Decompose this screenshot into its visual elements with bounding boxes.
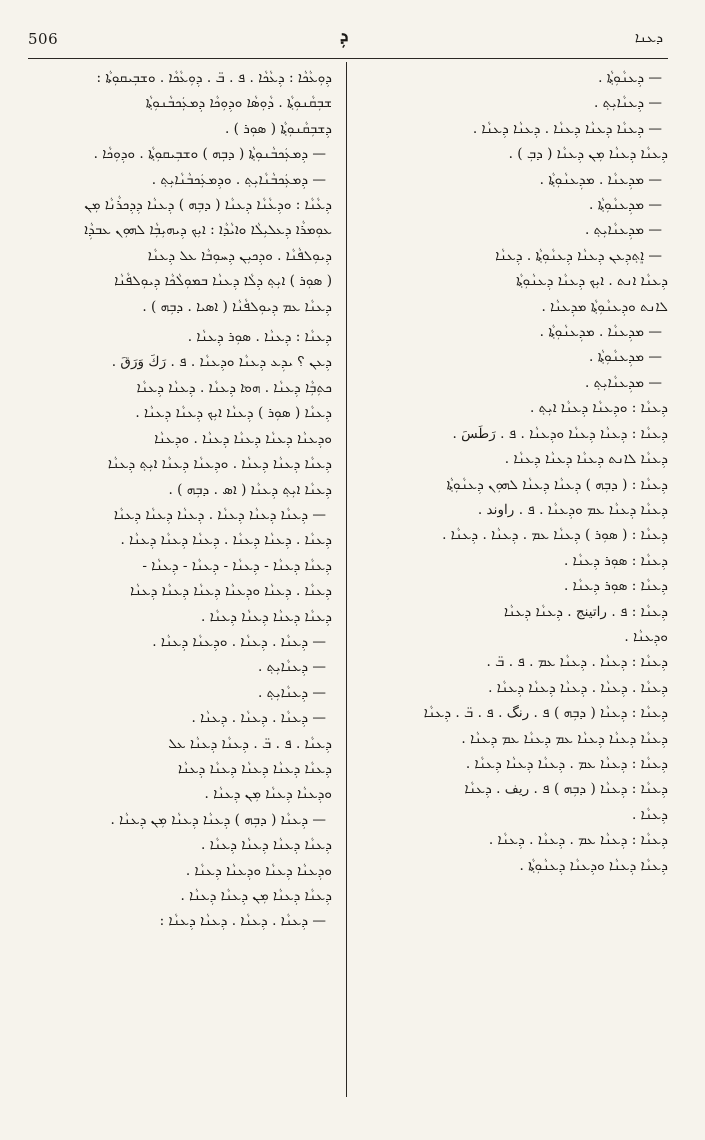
entry-line: ܕܼܫܒܼܩܵܢܘܼܬ݂ܵܐ ( ܣܘܼܪ ) . bbox=[224, 120, 332, 137]
entry-line: ܕܼܥܢܵܐ . ܦ . ܒ̈ . ܕܼܥܢܵܐ ܕܼܥܢܵܐ ܥܠ bbox=[168, 735, 332, 752]
entry-line: ܕܼܥܢܵܐ : ܕܼܥܢܵܐ ܥܡ . ܕܼܥܢܵܐ ܕܼܥܢܵܐ ܕܼܥܢܵܐ . bbox=[465, 755, 668, 772]
entry-line: ܕܼܥܢܵܐ : ܕܼܥܢܵܐ ( ܕܒܼܗ ) ܦ . ريف . ܕܼܥܢܵܐ bbox=[464, 781, 668, 798]
entry-line: ܕܼܥܢܵܐ : ( ܕܒܼܗ ) ܕܼܥܢܵܐ ܕܼܥܢܵܐ ܠܗܘܼܢ ܕܼܥܢܵܘܼܬ݂ܵܐ bbox=[446, 476, 668, 493]
entry-line: ܕܼܥܵܢܵܐ : ܘܕܼܥܵܢܵܐ ܕܼܥܢܵܐ ( ܕܒܼܗ ) ܕܼܥܢܵܐ ܕܼܕܼܟܪܵܢܵܐ ܡܼܢ bbox=[84, 197, 332, 214]
entry-line: ܕܼܥܢܵܐ : ܕܼܥܢܵܐ ( ܕܒܼܗ ) ܦ . رنگ . ܦ . ܒ̈ . ܕܼܥܢܵܐ bbox=[423, 705, 668, 722]
column-divider bbox=[346, 62, 347, 1097]
entry-line: ܕܼܥܢܵܐ : ܕܼܥܢܵܐ . ܕܼܥܢܵܐ ܥܡ . ܦ . ܒ̈ . bbox=[486, 654, 668, 671]
entry-line: ܕܼܥܢܵܐ : ( ܣܘܼܪ ) ܕܼܥܢܵܐ ܥܡ . ܕܼܥܢܵܐ . ܕܼܥܢܵܐ . bbox=[442, 527, 668, 544]
entry-line: ܘܕܼܥܢܵܐ ܕܼܥܢܵܐ ܕܼܥܢܵܐ ܕܼܥܢܵܐ . ܘܕܼܥܢܵܐ bbox=[154, 430, 332, 447]
entry-line: ܕܼܥܢܵܐ ܕܼܥܢܵܐ ܡܼܢ ܕܼܥܢܵܐ ܕܼܥܢܵܐ . bbox=[180, 888, 332, 904]
sub-entry-line: — ܡܕܼܥܢܵܐܝܼܬ݂ . bbox=[584, 222, 662, 239]
sub-entry-line: — ܡܕܼܥܢܵܘܼܬ݂ܵܐ . bbox=[589, 197, 662, 214]
page-number: 506 bbox=[28, 30, 59, 48]
entry-line: ܘܕܼܥܢܵܐ ܕܼܥܢܵܐ ܡܼܢ ܕܼܥܢܵܐ . bbox=[204, 786, 332, 803]
sub-entry-line: — ܕܼܥܢܵܐ ܕܼܥܢܵܐ ܕܼܥܢܵܐ . ܕܼܥܢܵܐ ܕܼܥܢܵܐ . bbox=[472, 120, 662, 137]
header-letter: ܕܼ bbox=[340, 26, 349, 46]
entry-line: ܕܼܥܢܵܐ ܥܡ ܕܼܝܘܼܠܦܵܢܵܐ ( ܐܣܝܐ . ܕܒܼܗ ) . bbox=[142, 298, 332, 315]
sub-entry-line: — ܡܕܼܥܢܵܐܝܼܬ݂ . bbox=[584, 374, 662, 391]
entry-line: ܘܕܼܥܢܵܐ ܕܼܥܢܵܐ ܘܕܼܥܢܵܐ ܕܼܥܢܵܐ . bbox=[185, 862, 332, 879]
entry-line: ܕܼܥܢܵܐ . ܕܼܥܢܵܐ ܕܼܥܢܵܐ . ܕܼܥܢܵܐ ܕܼܥܢܵܐ ܕܼܥܢܵܐ . bbox=[120, 532, 332, 549]
entry-line: ܕܼܥܢܵܐ ܕܼܥܢܵܐ ܥܡ ܘܕܼܥܢܵܐ . ܦ . راوند . bbox=[477, 501, 668, 518]
sub-entry-line: — ܕܼܥܢܵܐ ܕܼܥܢܵܐ ܕܼܥܢܵܐ . ܕܼܥܢܵܐ ܕܼܥܢܵܐ ܕܼܥܢܵܐ bbox=[113, 506, 326, 523]
entry-line: ܫܒܼܩܵܢܘܼܬ݂ܵܐ . ܕܵܘܼܣܵܐ ܘܕܼܘܼܟܵܐ ܕܼܡܥܲܟܒܵܢܘܼܬ݂ܵܐ bbox=[145, 95, 332, 112]
entry-line: ܕܼܥܢܵܐ ܕܼܥܢܵܐ ܘܕܼܥܢܵܐ ܕܼܥܢܵܘܼܬ݂ܵܐ . bbox=[519, 857, 668, 874]
entry-line: ܕܼܥܢܵܐ ܕܼܥܢܵܐ ܕܼܥܢܵܐ ܥܡ ܕܼܥܢܵܐ ܥܡ ܕܼܥܢܵܐ . bbox=[461, 730, 668, 747]
entry-line: ܕܼܥܢܵܐ ( ܣܘܼܪ ) ܕܼܥܢܵܐ ܐܝܼܟ ܕܼܥܢܵܐ ܕܼܥܢܵܐ . bbox=[135, 405, 332, 422]
entry-line: ܕܼܥܢܵܐ ܐܝܼܬ݂ ܕܼܥܢܵܐ ( ܐܣ . ܕܒܼܗ ) . bbox=[168, 481, 332, 498]
entry-line: ܕܼܥܢܵܐ ܕܼܥܢܵܐ ܕܼܥܢܵܐ ܕܼܥܢܵܐ . bbox=[201, 608, 332, 625]
running-head: ܕܥܢܐ bbox=[634, 30, 663, 46]
sub-entry-line: — ܕܼܥܢܵܐ . ܕܼܥܢܵܐ . ܘܕܼܥܢܵܐ ܕܼܥܢܵܐ . bbox=[152, 633, 326, 650]
sub-entry-line: — ܡܕܼܥܢܵܘܼܬ݂ܵܐ . bbox=[589, 349, 662, 366]
sub-entry-line: — ܕܼܥܢܵܐܝܼܬ݂ . bbox=[258, 659, 326, 676]
entry-line: ܕܼܥܢܵܐ : ܦ . راتینج . ܕܼܥܢܵܐ ܕܼܥܢܵܐ bbox=[503, 603, 668, 620]
entry-line: ܕܼܥܢ ؟ ܝܕܼܥ ܕܼܥܢܵܐ ܘܕܼܥܢܵܐ . ܦ . رَكَ وَرَقَ . bbox=[111, 354, 332, 371]
entry-line: ( ܣܘܼܪ ) ܐܝܼܬ݂ ܕܼܠܵܐ ܕܼܥܢܵܐ ܒܡܘܼܠܵܟܵܐ ܕܼܝܘܼܠܦܵܢܵܐ bbox=[114, 273, 332, 290]
entry-line: ܕܼܥܢܵܐ : ܣܘܼܪ ܕܼܥܢܵܐ . bbox=[563, 552, 668, 569]
sub-entry-line: — ܕܼܥܢܵܐܝܼܬ݂ . bbox=[258, 684, 326, 701]
entry-line: ܠܐܢܬ ܘܕܼܥܢܵܘܼܬ݂ܵܐ ܡܕܼܥܢܵܐ . bbox=[541, 298, 668, 315]
sub-entry-line: — ܕܼܥܢܵܘܼܬ݂ܵܐ . bbox=[598, 70, 662, 86]
entry-line: ܕܼܝܘܼܠܦܵܢܵܐ . ܘܕܼܟܝܼܢ ܕܼܚܘܼܒܵܐ ܥܠ ܕܼܥܢܵܐ bbox=[147, 247, 332, 264]
sub-entry-line: — ܕܼܥܢܵܐ ( ܕܒܼܗ ) ܕܼܥܢܵܐ ܕܼܥܢܵܐ ܡܼܢ ܕܼܥܢܵܐ . bbox=[110, 811, 326, 828]
entry-line: ܘܕܼܥܢܵܐ . bbox=[624, 628, 668, 645]
entry-line: ܕܼܥܢܵܐ . bbox=[632, 806, 668, 823]
sub-entry-line: — ܕܼܡܥܲܟܒܵܢܘܼܬ݂ܵܐ ( ܕܒܼܗ ) ܘܫܒܼܝܩܘܼܬ݂ܵܐ . ܘܕܼܘܼܟܵܐ . bbox=[93, 146, 326, 163]
entry-line: ܥܘܼܡܪܵܐ ܕܼܥܠܝܼܠܵܐ ܘܐܝܵܕܵܐ : ܐܝܼܟ ܕܼܝܗܝܼܒܼܵܐ ܠܗܘܼܢ ܥܒܕܼܵܐ bbox=[84, 222, 332, 239]
entry-line: ܕܼܥܢܵܐ : ܣܘܼܪ ܕܼܥܢܵܐ . bbox=[563, 578, 668, 595]
page-header bbox=[0, 0, 705, 56]
entry-line: ܟܬܼܒܼܵܐ ܕܼܥܢܵܐ . ܗܘ݀ܐ ܕܼܥܢܵܐ . ܕܼܥܢܵܐ ܕܼܥܢܵܐ bbox=[136, 379, 332, 396]
entry-line: ܕܼܥܢܵܐ ܕܼܥܢܵܐ - ܕܼܥܢܵܐ - ܕܼܥܢܵܐ - ܕܼܥܢܵܐ - bbox=[142, 557, 332, 574]
sub-entry-line: — ܡܕܼܥܢܵܐ . ܡܕܼܥܢܵܘܼܬ݂ܵܐ . bbox=[539, 324, 662, 341]
sub-entry-line: — ܡܕܼܥܢܵܐ . ܡܕܼܥܢܵܘܼܬ݂ܵܐ . bbox=[539, 171, 662, 188]
entry-line: ܕܼܥܢܵܐ : ܕܼܥܢܵܐ ܥܡ . ܕܼܥܢܵܐ . ܕܼܥܢܵܐ . bbox=[488, 832, 668, 849]
entry-line: ܕܼܥܢܵܐ ܐܢܬ . ܐܝܼܟ ܕܼܥܢܵܐ ܕܼܥܢܵܘܼܬ݂ܵܐ bbox=[516, 273, 668, 290]
entry-line: ܕܼܥܢܵܐ ܕܼܥܢܵܐ ܕܼܥܢܵܐ ܕܼܥܢܵܐ . bbox=[201, 837, 332, 854]
sub-entry-line: — ܕܼܡܥܲܟܒܵܢܵܐܝܼܬ݂ . ܘܕܼܡܥܲܟܒܵܢܵܐܝܼܬ݂ . bbox=[151, 171, 326, 188]
sub-entry-line: — ܐܸܬ݂ܕܼܥܢ ܕܼܥܢܵܐ ܕܼܥܢܵܘܼܬ݂ܵܐ . ܕܼܥܢܵܐ bbox=[495, 247, 662, 264]
entry-line: ܕܼܥܢܵܐ ܕܼܥܢܵܐ ܡܼܢ ܕܼܥܢܵܐ ( ܕܒܼ ) . bbox=[508, 146, 668, 163]
entry-line: ܕܼܥܢܵܐ : ܕܼܥܢܵܐ . ܣܘܼܪ ܕܼܥܢܵܐ . bbox=[187, 329, 332, 346]
entry-line: ܕܼܥܢܵܐ : ܘܕܼܥܢܵܐ ܕܼܥܢܵܐ ܐܝܼܬ݂ . bbox=[529, 400, 668, 417]
sub-entry-line: — ܕܼܥܢܵܐܝܼܬ݂ . bbox=[594, 95, 662, 112]
entry-line: ܕܼܥܢܵܐ : ܕܼܥܢܵܐ ܕܼܥܢܵܐ ܘܕܼܥܢܵܐ . ܦ . رَطَسَ . bbox=[452, 425, 668, 442]
entry-line: ܕܼܥܢܵܐ ܠܐܢܬ ܕܼܥܢܵܐ ܕܼܥܢܵܐ ܕܼܥܢܵܐ . bbox=[504, 451, 668, 468]
right-column bbox=[356, 66, 668, 879]
header-rule bbox=[28, 58, 668, 59]
entry-line: ܕܼܥܢܵܐ . ܕܼܥܢܵܐ . ܕܼܥܢܵܐ ܕܼܥܢܵܐ ܕܼܥܢܵܐ . bbox=[488, 679, 668, 696]
sub-entry-line: — ܕܼܥܢܵܐ . ܕܼܥܢܵܐ . ܕܼܥܢܵܐ . bbox=[191, 710, 326, 727]
entry-line: ܕܼܥܢܵܐ . ܕܼܥܢܵܐ ܘܕܼܥܢܵܐ ܕܼܥܢܵܐ ܕܼܥܢܵܐ ܕܼܥܢܵܐ bbox=[130, 583, 332, 600]
left-column bbox=[26, 66, 332, 935]
entry-line: ܕܼܘܼܥܵܟܵܐ : ܕܼܥܵܟܵܐ . ܦ . ܒ̈ . ܕܼܘܼܥܵܟܵܐ . ܘܫܒܼܝܩܘܼܬܵܐ : bbox=[96, 70, 332, 86]
entry-line: ܕܼܥܢܵܐ ܕܼܥܢܵܐ ܕܼܥܢܵܐ . ܘܕܼܥܢܵܐ ܕܼܥܢܵܐ ܐܝܼܬ݂ ܕܼܥܢܵܐ bbox=[107, 456, 332, 473]
entry-line: ܕܼܥܢܵܐ ܕܼܥܢܵܐ ܕܼܥܢܵܐ ܕܼܥܢܵܐ ܕܼܥܢܵܐ bbox=[178, 760, 332, 777]
sub-entry-line: — ܕܼܥܢܵܐ . ܕܼܥܢܵܐ . ܕܼܥܢܵܐ ܕܼܥܢܵܐ : bbox=[159, 913, 326, 930]
